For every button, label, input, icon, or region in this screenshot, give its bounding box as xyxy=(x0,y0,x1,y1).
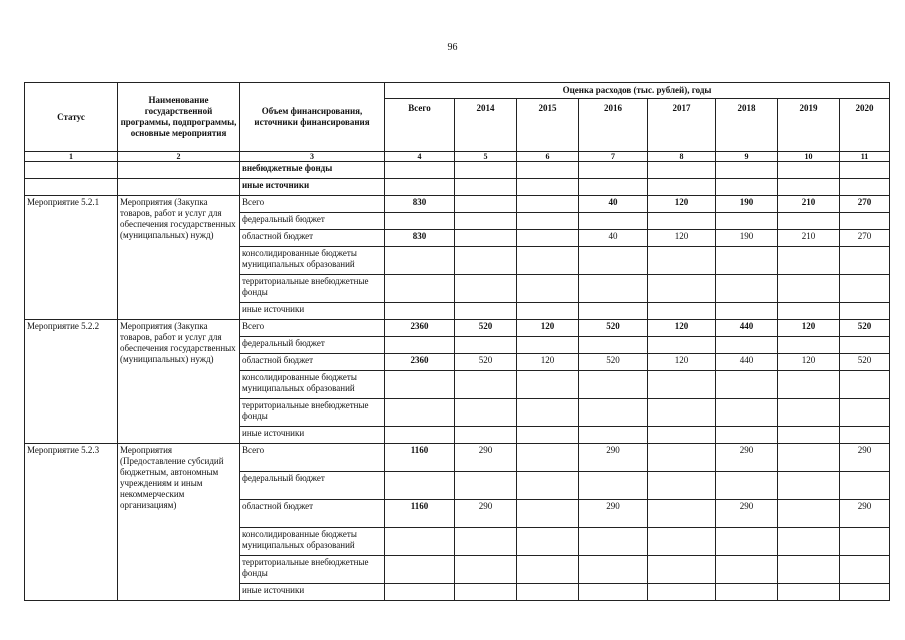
column-number: 2 xyxy=(118,152,240,162)
header-status: Статус xyxy=(25,83,118,152)
column-number: 3 xyxy=(240,152,385,162)
value-cell: 290 xyxy=(840,500,890,528)
header-name: Наименование государственной программы, подпрограммы, основные мероприятия xyxy=(118,83,240,152)
value-cell: 40 xyxy=(579,230,648,247)
funding-source: внебюджетные фонды xyxy=(240,162,385,179)
measure-status: Мероприятие 5.2.3 xyxy=(25,444,118,601)
value-cell: 830 xyxy=(385,196,455,213)
value-cell xyxy=(455,196,517,213)
value-cell xyxy=(517,444,579,472)
value-cell xyxy=(517,500,579,528)
value-cell: 520 xyxy=(840,320,890,337)
table-row xyxy=(25,179,890,196)
funding-source: иные источники xyxy=(240,303,385,320)
value-cell: 120 xyxy=(648,354,716,371)
value-cell: 210 xyxy=(778,196,840,213)
value-cell: 190 xyxy=(716,230,778,247)
funding-source: областной бюджет xyxy=(240,230,385,247)
value-cell: 2360 xyxy=(385,320,455,337)
column-number: 4 xyxy=(385,152,455,162)
measure-name: Мероприятия (Предоставление субсидий бюджетным, автономным учреждениям и иным некоммерческим организациям) xyxy=(118,444,240,601)
funding-source: консолидированные бюджеты муниципальных образований xyxy=(240,247,385,275)
value-cell: 290 xyxy=(716,500,778,528)
funding-source: федеральный бюджет xyxy=(240,337,385,354)
table-row xyxy=(25,162,890,179)
value-cell: 290 xyxy=(455,444,517,472)
value-cell: 1160 xyxy=(385,500,455,528)
value-cell: 290 xyxy=(579,444,648,472)
value-cell: 290 xyxy=(455,500,517,528)
page-number: 96 xyxy=(447,42,458,53)
measure-status: Мероприятие 5.2.1 xyxy=(25,196,118,320)
header-year: 2014 xyxy=(455,99,517,152)
funding-source: консолидированные бюджеты муниципальных образований xyxy=(240,528,385,556)
funding-source: иные источники xyxy=(240,179,385,196)
funding-source: консолидированные бюджеты муниципальных образований xyxy=(240,371,385,399)
measure-name: Мероприятия (Закупка товаров, работ и услуг для обеспечения государственных (муниципальных) нужд) xyxy=(118,320,240,444)
value-cell: 210 xyxy=(778,230,840,247)
value-cell: 290 xyxy=(716,444,778,472)
value-cell xyxy=(517,230,579,247)
value-cell: 2360 xyxy=(385,354,455,371)
funding-source: Всего xyxy=(240,320,385,337)
funding-source: Всего xyxy=(240,444,385,472)
header-year: 2020 xyxy=(840,99,890,152)
column-number: 5 xyxy=(455,152,517,162)
funding-source: иные источники xyxy=(240,584,385,601)
value-cell: 120 xyxy=(648,196,716,213)
value-cell xyxy=(778,444,840,472)
column-number: 7 xyxy=(579,152,648,162)
value-cell: 190 xyxy=(716,196,778,213)
funding-source: иные источники xyxy=(240,427,385,444)
value-cell: 290 xyxy=(840,444,890,472)
value-cell xyxy=(517,196,579,213)
value-cell: 440 xyxy=(716,320,778,337)
expenditure-table xyxy=(24,82,890,601)
value-cell xyxy=(648,500,716,528)
value-cell: 120 xyxy=(648,230,716,247)
table-row xyxy=(25,320,890,337)
value-cell: 520 xyxy=(455,320,517,337)
header-year: 2016 xyxy=(579,99,648,152)
column-number: 1 xyxy=(25,152,118,162)
value-cell: 1160 xyxy=(385,444,455,472)
value-cell: 520 xyxy=(455,354,517,371)
column-number: 9 xyxy=(716,152,778,162)
funding-source: территориальные внебюджетные фонды xyxy=(240,275,385,303)
header-year: 2019 xyxy=(778,99,840,152)
funding-source: областной бюджет xyxy=(240,500,385,528)
value-cell: 40 xyxy=(579,196,648,213)
measure-name: Мероприятия (Закупка товаров, работ и услуг для обеспечения государственных (муниципальных) нужд) xyxy=(118,196,240,320)
value-cell: 270 xyxy=(840,230,890,247)
value-cell: 120 xyxy=(778,320,840,337)
measure-status: Мероприятие 5.2.2 xyxy=(25,320,118,444)
table-row xyxy=(25,444,890,472)
value-cell: 440 xyxy=(716,354,778,371)
funding-source: областной бюджет xyxy=(240,354,385,371)
funding-source: территориальные внебюджетные фонды xyxy=(240,399,385,427)
value-cell: 520 xyxy=(579,320,648,337)
column-number: 10 xyxy=(778,152,840,162)
value-cell: 290 xyxy=(579,500,648,528)
value-cell xyxy=(455,230,517,247)
header-year: 2015 xyxy=(517,99,579,152)
value-cell xyxy=(648,444,716,472)
header-year: 2017 xyxy=(648,99,716,152)
table-row xyxy=(25,196,890,213)
header-year: 2018 xyxy=(716,99,778,152)
funding-source: Всего xyxy=(240,196,385,213)
column-number: 11 xyxy=(840,152,890,162)
funding-source: федеральный бюджет xyxy=(240,472,385,500)
value-cell: 520 xyxy=(579,354,648,371)
value-cell: 120 xyxy=(517,354,579,371)
value-cell: 120 xyxy=(778,354,840,371)
value-cell xyxy=(778,500,840,528)
column-number: 6 xyxy=(517,152,579,162)
value-cell: 830 xyxy=(385,230,455,247)
value-cell: 120 xyxy=(648,320,716,337)
column-number: 8 xyxy=(648,152,716,162)
header-total: Всего xyxy=(385,99,455,152)
header-funding: Объем финансирования, источники финансирования xyxy=(240,83,385,152)
header-estimate: Оценка расходов (тыс. рублей), годы xyxy=(385,83,890,99)
funding-source: территориальные внебюджетные фонды xyxy=(240,556,385,584)
value-cell: 120 xyxy=(517,320,579,337)
value-cell: 270 xyxy=(840,196,890,213)
value-cell: 520 xyxy=(840,354,890,371)
funding-source: федеральный бюджет xyxy=(240,213,385,230)
